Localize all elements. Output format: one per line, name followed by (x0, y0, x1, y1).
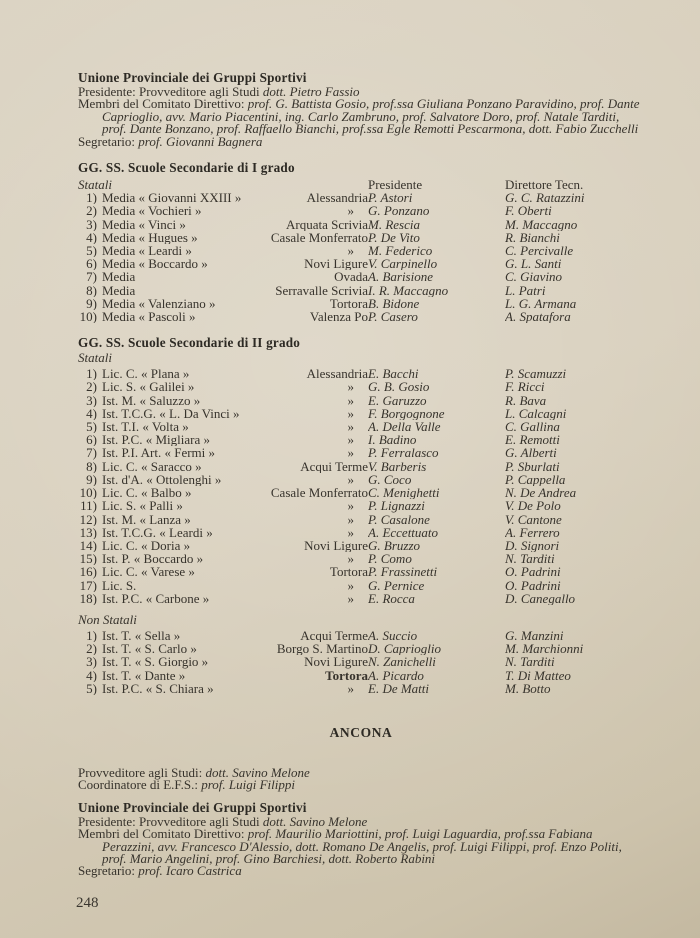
school-name: Ist. T.I. « Volta » (102, 420, 189, 434)
column-header-presidente: Presidente (368, 178, 423, 192)
direttore-name: D. Canegallo (505, 591, 576, 605)
school-name-place (102, 629, 368, 642)
row-number: 15) (79, 552, 97, 566)
direttore-name: G. Alberti (505, 446, 557, 460)
direttore-name: C. Gallina (505, 420, 560, 434)
table-row (78, 310, 644, 323)
presidente-name: E. Bacchi (368, 367, 419, 381)
school-name-place (102, 682, 368, 695)
table-row (78, 204, 644, 217)
school-name-place (102, 394, 368, 407)
presidente-name: G. Ponzano (368, 204, 430, 218)
school-place: Novi Ligure (304, 257, 368, 271)
text-segment: prof. Maurilio Mariottini, prof. Luigi Laguardia, prof.ssa Fabiana Perazzini, avv. Francesco D'Alessio, dott. Romano De Angelis, prof. Luigi Filippi, prof. Enzo Politi, prof. Mario Angelini, prof. Gino Barchiesi, dott. Roberto Rabini (102, 826, 622, 866)
grade1-heading: GG. SS. Scuole Secondarie di I grado (78, 160, 295, 176)
table-row (78, 486, 644, 499)
table-row (78, 297, 644, 310)
table-header-row (78, 178, 644, 191)
non-statali-table (78, 629, 644, 695)
text-segment: dott. Savino Melone (205, 764, 310, 780)
presidente-name: V. Barberis (368, 459, 427, 473)
school-name-place (102, 513, 368, 526)
table-row (78, 284, 644, 297)
table-row (78, 552, 644, 565)
subheading-non-statali: Non Statali (78, 611, 137, 627)
direttore-name: N. Tarditi (505, 552, 555, 566)
section-unione-alessandria (78, 70, 644, 148)
direttore-name: A. Spatafora (505, 310, 571, 324)
unione-heading: Unione Provinciale dei Gruppi Sportivi (78, 70, 307, 85)
school-place: » (347, 552, 354, 566)
table-row (78, 191, 644, 204)
page-number: 248 (76, 895, 99, 911)
school-name-place (102, 473, 368, 486)
direttore-name: F. Ricci (505, 380, 545, 394)
presidente-name: M. Rescia (368, 217, 420, 231)
table-row (78, 526, 644, 539)
school-name: Ist. T.C.G. « Leardi » (102, 525, 213, 539)
table-row (78, 231, 644, 244)
row-number: 2) (86, 204, 97, 218)
school-name: Media « Boccardo » (102, 257, 208, 271)
text-segment: Membri del Comitato Direttivo: (78, 96, 248, 112)
direttore-name: L. G. Armana (505, 296, 577, 311)
school-name: Ist. P.C. « Migliara » (102, 433, 210, 447)
school-name-place (102, 297, 368, 310)
presidente-name: V. Carpinello (368, 257, 438, 271)
presidente-name: E. Garuzzo (368, 393, 427, 407)
presidente-name: P. Ferralasco (368, 446, 439, 460)
school-name-place (102, 218, 368, 231)
row-number: 1) (86, 628, 97, 643)
school-place: » (347, 420, 354, 434)
direttore-name: T. Di Matteo (505, 668, 571, 682)
direttore-name: P. Sburlati (505, 459, 560, 473)
direttore-name: V. Cantone (505, 512, 562, 526)
school-place: Serravalle Scrivia (275, 283, 368, 297)
school-name-place (102, 539, 368, 552)
presidente-name: A. Barisione (368, 270, 433, 284)
direttore-name: C. Giavino (505, 270, 563, 284)
presidente-name: C. Menighetti (368, 486, 440, 500)
direttore-name: L. Patri (505, 283, 546, 297)
direttore-name: F. Oberti (505, 204, 552, 218)
school-name: Media « Pascoli » (102, 310, 196, 324)
direttore-name: G. Manzini (505, 628, 564, 643)
table-row (78, 565, 644, 578)
school-name: Ist. P. « Boccardo » (102, 552, 204, 566)
presidente-name: A. Picardo (368, 668, 424, 682)
text-segment: prof. Luigi Filippi (201, 777, 295, 793)
school-name: Media « Hugues » (102, 230, 198, 245)
row-number: 6) (86, 257, 97, 271)
presidente-name: A. Della Valle (368, 420, 441, 434)
school-place: Acqui Terme (300, 628, 368, 643)
direttore-name: P. Scamuzzi (505, 367, 567, 381)
school-place: Tortora (329, 296, 368, 311)
row-number: 16) (79, 565, 97, 579)
direttore-name: D. Signori (505, 538, 560, 553)
school-name-place (102, 270, 368, 283)
text-segment: Presidente: Provveditore agli Studi (78, 84, 263, 99)
direttore-name: V. De Polo (505, 499, 561, 513)
presidente-name: P. Casalone (368, 512, 430, 526)
school-name: Lic. S. « Galilei » (102, 380, 195, 394)
school-name-place (102, 446, 368, 459)
section-unione-ancona (78, 800, 644, 878)
direttore-name: R. Bava (505, 393, 547, 407)
school-place: Novi Ligure (304, 655, 368, 669)
school-name-place (102, 499, 368, 512)
school-name-place (102, 310, 368, 323)
school-name-place (102, 244, 368, 257)
school-name: Media « Giovanni XXIII » (102, 191, 242, 205)
school-place: » (347, 393, 354, 407)
row-number: 13) (79, 525, 97, 539)
school-name: Ist. M. « Lanza » (102, 512, 191, 526)
school-name: Media (102, 270, 136, 284)
table-row (78, 473, 644, 486)
school-name: Lic. C. « Plana » (102, 367, 190, 381)
presidente-name: P. Casero (368, 310, 418, 324)
table-row (78, 669, 644, 682)
table-row (78, 218, 644, 231)
text-segment: prof. Icaro Castrica (138, 863, 242, 879)
membri-paragraph-ancona (78, 828, 644, 865)
direttore-name: N. De Andrea (505, 486, 577, 500)
row-number: 8) (86, 283, 97, 297)
table-row (78, 407, 644, 420)
school-name: Lic. C. « Doria » (102, 538, 191, 553)
row-number: 9) (86, 472, 97, 487)
segretario-line (78, 133, 644, 149)
text-segment: Coordinatore di E.F.S.: (78, 777, 202, 793)
row-number: 4) (86, 668, 97, 682)
presidente-name: E. De Matti (368, 681, 430, 695)
school-name: Ist. T.C.G. « L. Da Vinci » (102, 406, 240, 421)
school-place: Acqui Terme (300, 459, 368, 473)
school-name-place (102, 642, 368, 655)
grade2-rows (78, 367, 644, 605)
presidente-name: G. Bruzzo (368, 538, 421, 553)
table-row (78, 513, 644, 526)
row-number: 18) (79, 591, 97, 605)
row-number: 11) (80, 499, 97, 513)
school-name-place (102, 655, 368, 668)
school-name-place (102, 669, 368, 682)
row-number: 7) (86, 446, 97, 460)
school-place: Valenza Po (309, 310, 368, 324)
direttore-name: E. Remotti (505, 433, 560, 447)
school-name-place (102, 579, 368, 592)
direttore-name: R. Bianchi (505, 230, 560, 245)
row-number: 3) (86, 655, 97, 669)
presidente-name: P. Frassinetti (368, 565, 438, 579)
grade2-heading: GG. SS. Scuole Secondarie di II grado (78, 335, 301, 351)
school-place: » (347, 499, 354, 513)
table-row (78, 499, 644, 512)
subheading-statali-2: Statali (78, 350, 112, 366)
school-place: » (347, 406, 354, 421)
row-number: 14) (79, 538, 97, 553)
direttore-name: N. Tarditi (505, 655, 555, 669)
school-name-place (102, 204, 368, 217)
coordinatore-line (78, 779, 644, 791)
non-statali-rows (78, 629, 644, 695)
direttore-name: G. L. Santi (505, 257, 562, 271)
presidente-name: P. De Vito (368, 230, 420, 245)
school-name: Ist. P.I. Art. « Fermi » (102, 446, 216, 460)
column-header-direttore: Direttore Tecn. (505, 178, 584, 192)
school-name-place (102, 433, 368, 446)
text-segment: dott. Savino Melone (262, 813, 368, 829)
presidente-name: P. Como (368, 552, 412, 566)
school-name-place (102, 257, 368, 270)
school-name: Lic. C. « Balbo » (102, 486, 192, 500)
table-row (78, 420, 644, 433)
school-name: Ist. P.C. « Carbone » (102, 591, 210, 605)
table-row (78, 539, 644, 552)
direttore-name: A. Ferrero (505, 525, 560, 539)
page-content (78, 70, 644, 878)
school-place: Arquata Scrivia (286, 217, 368, 231)
school-place: » (347, 204, 354, 218)
school-place: Casale Monferrato (270, 230, 368, 245)
row-number: 10) (79, 486, 97, 500)
presidente-name: M. Federico (368, 244, 433, 258)
school-place: » (347, 380, 354, 394)
section-scuole-ii-grado (78, 335, 644, 695)
row-number: 17) (79, 578, 97, 592)
school-name-place (102, 284, 368, 297)
table-row (78, 270, 644, 283)
presidente-name: P. Astori (368, 191, 413, 205)
table-row (78, 682, 644, 695)
school-place: » (347, 591, 354, 605)
row-number: 5) (86, 244, 97, 258)
table-row (78, 629, 644, 642)
table-row (78, 592, 644, 605)
school-place: Casale Monferrato (270, 486, 368, 500)
presidente-name: N. Zanichelli (368, 655, 436, 669)
school-place: » (347, 578, 354, 592)
grade1-rows (78, 191, 644, 323)
school-name: Media (102, 283, 136, 297)
table-row (78, 367, 644, 380)
table-row (78, 394, 644, 407)
school-name-place (102, 191, 368, 204)
school-name: Ist. P.C. « S. Chiara » (102, 681, 214, 695)
direttore-name: G. C. Ratazzini (505, 191, 585, 205)
school-name: Media « Vochieri » (102, 204, 202, 218)
school-name: Lic. C. « Saracco » (102, 459, 202, 473)
table-row (78, 579, 644, 592)
row-number: 7) (86, 270, 97, 284)
direttore-name: L. Calcagni (505, 406, 567, 421)
school-name: Lic. S. (102, 578, 137, 592)
school-place: » (347, 472, 354, 487)
school-name-place (102, 420, 368, 433)
presidente-name: I. Badino (368, 433, 417, 447)
school-place: » (347, 446, 354, 460)
ancona-heading: ANCONA (329, 724, 393, 740)
school-name-place (102, 460, 368, 473)
row-number: 4) (86, 406, 97, 421)
row-number: 6) (86, 433, 97, 447)
presidente-name: P. Lignazzi (368, 499, 425, 513)
grade1-table (78, 178, 644, 323)
row-number: 2) (86, 642, 97, 656)
school-name-place (102, 526, 368, 539)
school-place: Tortora (329, 565, 368, 579)
school-place: Novi Ligure (304, 538, 368, 553)
school-name-place (102, 407, 368, 420)
unione-heading-ancona: Unione Provinciale dei Gruppi Sportivi (78, 799, 307, 815)
text-segment: Presidente: Provveditore agli Studi (78, 813, 263, 829)
direttore-name: M. Maccagno (505, 217, 578, 231)
text-segment: Membri del Comitato Direttivo: (78, 826, 248, 842)
text-segment: Segretario: (78, 133, 139, 149)
table-row (78, 380, 644, 393)
school-name: Lic. S. « Palli » (102, 499, 183, 513)
direttore-name: M. Botto (505, 681, 551, 695)
presidente-name: G. B. Gosio (368, 380, 430, 394)
school-name: Ist. T. « S. Carlo » (102, 642, 197, 656)
text-segment: prof. G. Battista Gosio, prof.ssa Giuliana Ponzano Paravidino, prof. Dante Caprioglio, avv. Mario Piacentini, ing. Carlo Zambruno, prof. Salvatore Doro, prof. Natale Tarditi, prof. Dante Bonzano, prof. Raffaello Bianchi, prof.ssa Egle Remotti Pescarmona, dott. Fabio Zucchelli (102, 96, 640, 137)
table-row (78, 642, 644, 655)
direttore-name: O. Padrini (505, 565, 561, 579)
section-scuole-i-grado (78, 160, 644, 323)
direttore-name: O. Padrini (505, 578, 561, 592)
presidente-name: I. R. Maccagno (368, 283, 449, 297)
school-name: Lic. C. « Varese » (102, 565, 195, 579)
school-name-place (102, 592, 368, 605)
text-segment: Segretario: (78, 863, 139, 879)
row-number: 12) (79, 512, 97, 526)
school-name: Ist. T. « S. Giorgio » (102, 655, 209, 669)
presidente-name: F. Borgognone (368, 406, 445, 421)
direttore-name: M. Marchionni (505, 642, 584, 656)
section-ancona (78, 725, 644, 878)
text-segment: Provveditore agli Studi: (78, 764, 206, 780)
school-place: Tortora (325, 668, 368, 682)
table-row (78, 433, 644, 446)
ancona-intro (78, 764, 644, 793)
school-place: » (347, 525, 354, 539)
row-number: 9) (86, 296, 97, 311)
direttore-name: P. Cappella (505, 472, 566, 487)
presidente-name: A. Succio (368, 628, 418, 643)
school-name: Ist. M. « Saluzzo » (102, 393, 201, 407)
school-place: » (347, 512, 354, 526)
school-name: Media « Leardi » (102, 244, 192, 258)
school-name: Ist. d'A. « Ottolenghi » (102, 472, 222, 487)
school-place: Alessandria (306, 367, 368, 381)
text-segment: prof. Giovanni Bagnera (138, 133, 263, 149)
school-name-place (102, 231, 368, 244)
school-name-place (102, 367, 368, 380)
school-place: Borgo S. Martino (276, 642, 368, 656)
table-row (78, 446, 644, 459)
row-number: 3) (86, 217, 97, 231)
school-name-place (102, 552, 368, 565)
presidente-name: E. Rocca (368, 591, 415, 605)
row-number: 4) (86, 230, 97, 245)
row-number: 10) (79, 310, 97, 324)
subheading-statali: Statali (78, 178, 112, 192)
presidente-name: G. Pernice (368, 578, 425, 592)
segretario-line-ancona (78, 865, 644, 877)
table-row (78, 460, 644, 473)
school-place: » (347, 244, 354, 258)
row-number: 5) (86, 681, 97, 695)
row-number: 5) (86, 420, 97, 434)
school-name-place (102, 380, 368, 393)
presidente-name: G. Coco (368, 472, 412, 487)
membri-paragraph (78, 98, 644, 135)
presidente-name: D. Caprioglio (368, 642, 441, 656)
school-name: Ist. T. « Dante » (102, 668, 186, 682)
school-place: » (347, 433, 354, 447)
school-name-place (102, 565, 368, 578)
text-segment: dott. Pietro Fassio (262, 84, 360, 99)
row-number: 1) (86, 191, 97, 205)
row-number: 8) (86, 459, 97, 473)
table-row (78, 655, 644, 668)
school-name: Media « Vinci » (102, 217, 186, 231)
school-name-place (102, 486, 368, 499)
school-place: Alessandria (306, 191, 368, 205)
grade2-table (78, 367, 644, 605)
presidente-name: B. Bidone (368, 296, 420, 311)
school-name: Ist. T. « Sella » (102, 628, 181, 643)
school-place: Ovada (334, 270, 368, 284)
row-number: 2) (86, 380, 97, 394)
school-place: » (347, 681, 354, 695)
row-number: 1) (86, 367, 97, 381)
school-name: Media « Valenziano » (102, 296, 216, 311)
presidente-name: A. Eccettuato (368, 525, 439, 539)
row-number: 3) (86, 393, 97, 407)
table-row (78, 257, 644, 270)
table-row (78, 244, 644, 257)
direttore-name: C. Percivalle (505, 244, 574, 258)
